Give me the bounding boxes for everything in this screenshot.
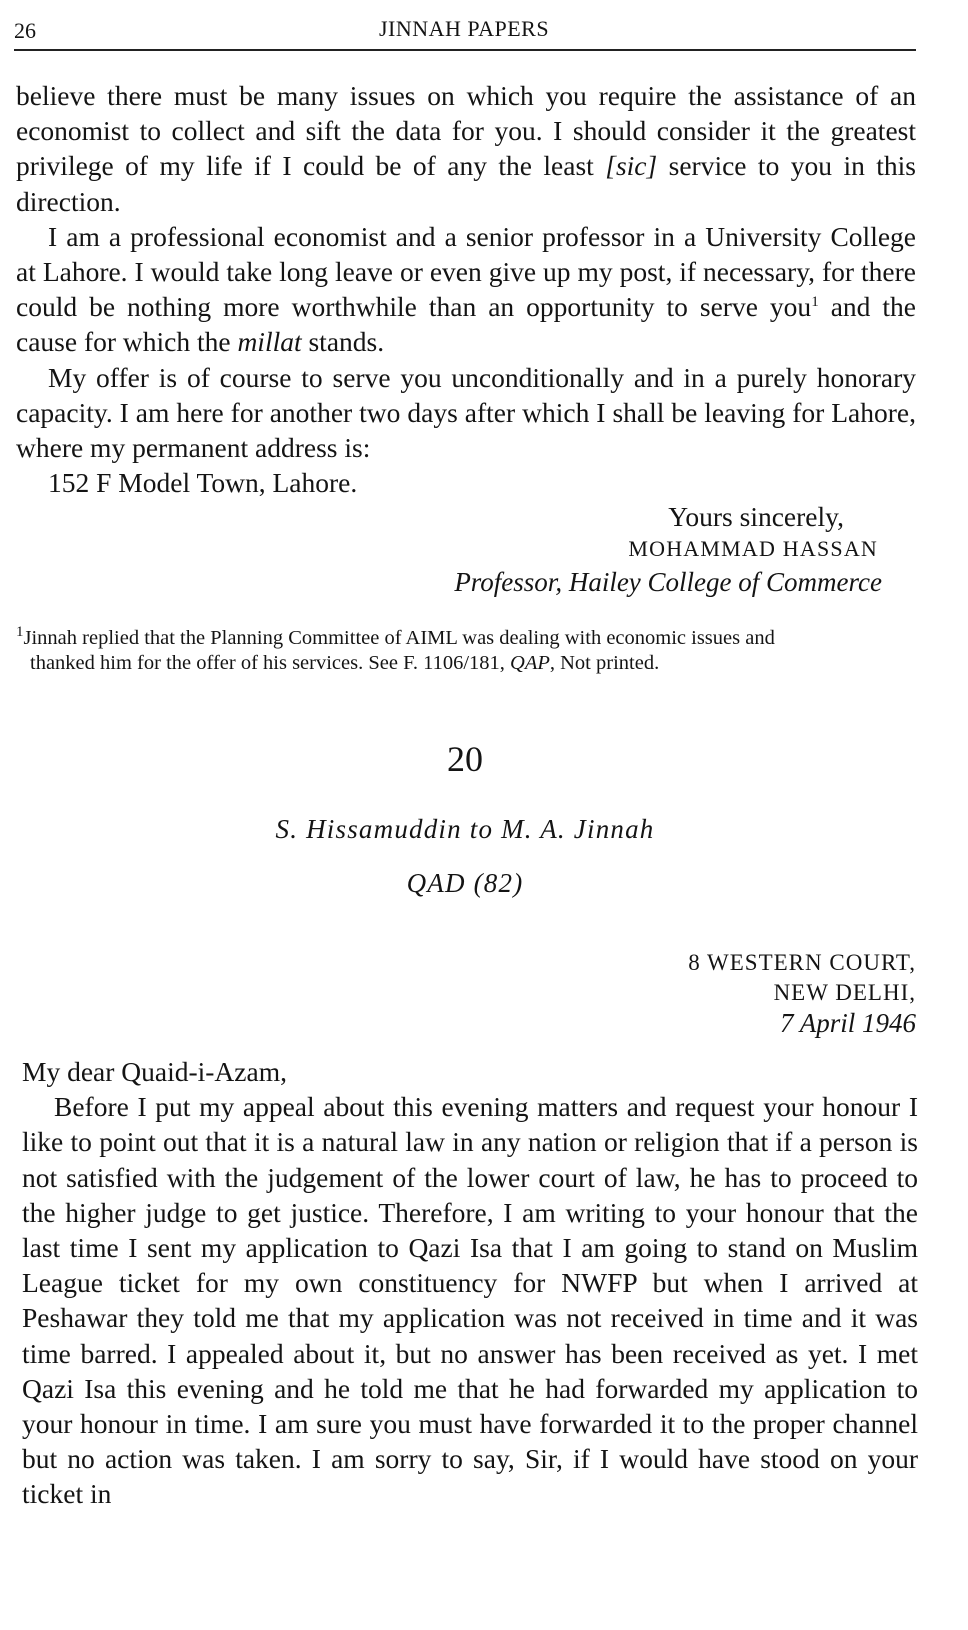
letter-20-paragraph-1: Before I put my appeal about this evening matters and request your honour I like to point out that it is a natural law in any nation or religion that if a person is not satisfied with the judgement of the lower court of law, he has to proceed to the higher judge to get justice. Therefore, I am writing to your honour that the last time I sent my application to Qazi Isa that I am going to stand on Muslim League ticket for my own constituency for NWFP but when I arrived at Peshawar they told me that my application was not received in time and it was time barred. I appealed about it, but no answer has been received as yet. I met Qazi Isa this evening and he told me that he had forwarded my application to your honour in time. I am sure you must have forwarded it to the proper channel but no action was taken. I am sorry to say, Sir, if I would have stood on your ticket in [22,1091,918,1510]
salutation: My dear Quaid-i-Azam, [22,1056,287,1087]
document-title: S. Hissamuddin to M. A. Jinnah [275,814,655,844]
footnote-marker: 1 [811,294,819,311]
letter-19-paragraph-3: My offer is of course to serve you unconditionally and in a purely honorary capacity. I am here for another two days after which I shall be leaving for Lahore, where my permanent address is: [16,361,916,464]
header-rule [14,49,916,51]
footnote: $^1$Jinnah replied that the Planning Committee of AIML was dealing with economic issues and thanked him for the offer of his services. See F. 1106/181, QAP, Not printed. [16,624,775,674]
letter-20-body [22,1054,918,1512]
document-number: 20 [447,739,483,779]
address-line-2: NEW DELHI, [773,980,916,1005]
footnote-number: 1 [16,624,24,641]
document-reference: QAD (82) [406,868,524,898]
sic-note: [sic] [605,150,658,182]
letter-19-paragraph-2: I am a professional economist and a senior professor in a University College at Lahore. I would take long leave or even give up my post, if necessary, for there could be nothing more worthwhile than an opportunity to serve you$^1$ and the cause for which the millat stands. [16,220,916,358]
sender-address [500,948,916,1038]
running-head: JINNAH PAPERS [378,16,550,41]
signatory-name: MOHAMMAD HASSAN [628,536,878,561]
address-line-1: 8 WESTERN COURT, [688,950,916,975]
page-number: 26 [14,18,36,43]
letter-19-body [16,78,916,500]
letter-date: 7 April 1946 [779,1008,916,1038]
letter-19-paragraph-1: believe there must be many issues on which you require the assistance of an economist to collect and sift the data for you. I should consider it the greatest privilege of my life if I could be of any the least [sic] service to you in this direction. [16,80,916,217]
closing: Yours sincerely, [668,501,844,532]
signatory-title: Professor, Hailey College of Commerce [454,567,882,597]
permanent-address: 152 F Model Town, Lahore. [48,467,358,499]
signature-block [16,500,882,600]
page-header [14,14,914,48]
